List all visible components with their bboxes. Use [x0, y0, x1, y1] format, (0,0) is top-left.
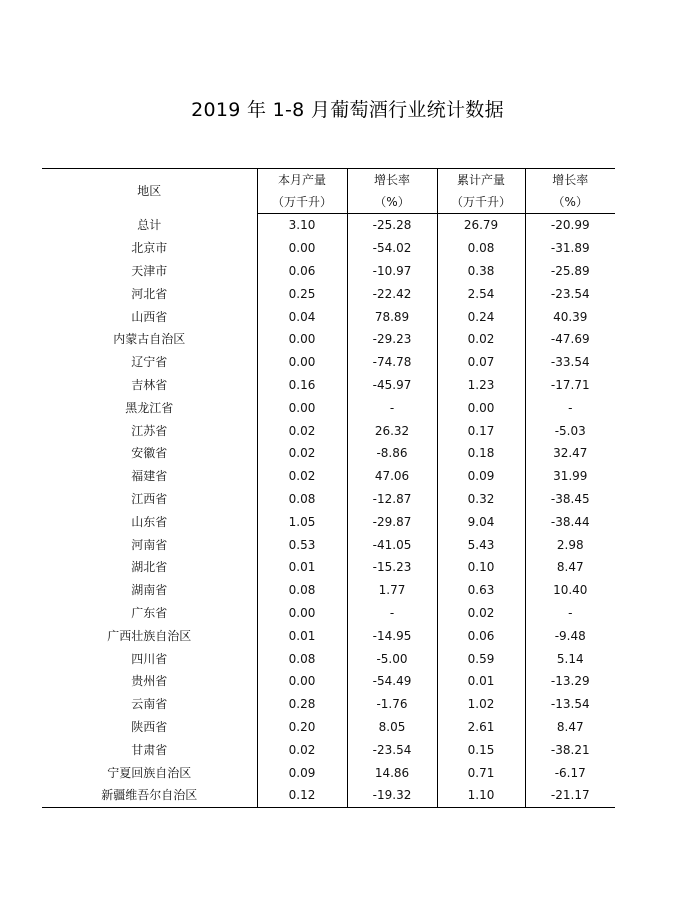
cell-cumulative-growth: -5.03 [525, 419, 615, 442]
cell-month-output: 0.00 [257, 396, 347, 419]
table-row [42, 761, 615, 784]
cell-month-output: 0.09 [257, 761, 347, 784]
cell-cumulative-output: 2.61 [437, 716, 525, 739]
cell-cumulative-growth: -6.17 [525, 761, 615, 784]
cell-month-growth: -29.23 [347, 328, 437, 351]
table-row [42, 624, 615, 647]
cell-month-output: 0.00 [257, 602, 347, 625]
cell-month-output: 0.28 [257, 693, 347, 716]
table-header [42, 169, 615, 214]
cell-month-output: 0.00 [257, 351, 347, 374]
cell-region: 总计 [137, 218, 162, 233]
cell-cumulative-growth: -31.89 [525, 237, 615, 260]
table-row [42, 442, 615, 465]
table-row [42, 214, 615, 237]
table-row [42, 670, 615, 693]
cell-region: 甘肃省 [131, 742, 168, 757]
table-row [42, 738, 615, 761]
cell-cumulative-growth: -20.99 [525, 214, 615, 237]
cell-cumulative-growth: -13.29 [525, 670, 615, 693]
cell-region: 北京市 [131, 241, 168, 256]
table-row [42, 556, 615, 579]
table-row [42, 419, 615, 442]
cell-cumulative-output: 0.01 [437, 670, 525, 693]
cell-cumulative-output: 0.59 [437, 647, 525, 670]
cell-region: 河北省 [131, 286, 168, 301]
cell-month-growth: -74.78 [347, 351, 437, 374]
cell-month-growth: - [347, 602, 437, 625]
cell-region: 黑龙江省 [125, 400, 174, 415]
cell-month-output: 0.00 [257, 237, 347, 260]
cell-cumulative-output: 0.24 [437, 305, 525, 328]
header-cum-growth-unit: （%） [525, 191, 615, 214]
cell-month-growth: -1.76 [347, 693, 437, 716]
cell-cumulative-growth: -47.69 [525, 328, 615, 351]
cell-cumulative-growth: 31.99 [525, 465, 615, 488]
cell-cumulative-output: 0.00 [437, 396, 525, 419]
cell-cumulative-output: 0.02 [437, 602, 525, 625]
cell-cumulative-output: 0.18 [437, 442, 525, 465]
cell-region: 江西省 [131, 491, 168, 506]
table-row [42, 328, 615, 351]
cell-region: 湖北省 [131, 560, 168, 575]
cell-cumulative-output: 0.63 [437, 579, 525, 602]
cell-cumulative-output: 0.71 [437, 761, 525, 784]
table-row [42, 351, 615, 374]
cell-region: 陕西省 [131, 719, 168, 734]
cell-cumulative-growth: 5.14 [525, 647, 615, 670]
cell-region: 贵州省 [131, 674, 168, 689]
cell-month-growth: -23.54 [347, 738, 437, 761]
cell-month-growth: -22.42 [347, 282, 437, 305]
cell-month-growth: 26.32 [347, 419, 437, 442]
cell-month-output: 0.00 [257, 670, 347, 693]
header-month-output: 本月产量 [257, 169, 347, 192]
wine-statistics-table [42, 168, 615, 808]
cell-region: 山西省 [131, 309, 168, 324]
cell-cumulative-growth: 8.47 [525, 716, 615, 739]
cell-month-growth: 1.77 [347, 579, 437, 602]
cell-month-output: 0.01 [257, 556, 347, 579]
cell-month-output: 0.04 [257, 305, 347, 328]
cell-month-output: 0.02 [257, 738, 347, 761]
page-title: 2019 年 1-8 月葡萄酒行业统计数据 [191, 99, 504, 121]
cell-region: 湖南省 [131, 583, 168, 598]
table-row [42, 465, 615, 488]
table-row [42, 396, 615, 419]
cell-cumulative-growth: 8.47 [525, 556, 615, 579]
cell-month-output: 0.01 [257, 624, 347, 647]
cell-month-growth: -8.86 [347, 442, 437, 465]
cell-month-output: 0.08 [257, 488, 347, 511]
cell-month-growth: 8.05 [347, 716, 437, 739]
header-cum-growth: 增长率 [525, 169, 615, 192]
cell-month-output: 0.25 [257, 282, 347, 305]
cell-cumulative-growth: 2.98 [525, 533, 615, 556]
cell-cumulative-output: 5.43 [437, 533, 525, 556]
table-row [42, 237, 615, 260]
cell-month-output: 0.06 [257, 260, 347, 283]
cell-month-output: 1.05 [257, 510, 347, 533]
cell-month-growth: -15.23 [347, 556, 437, 579]
table-row [42, 510, 615, 533]
cell-month-output: 0.02 [257, 442, 347, 465]
cell-cumulative-output: 1.23 [437, 374, 525, 397]
table-row [42, 647, 615, 670]
cell-cumulative-growth: - [525, 396, 615, 419]
cell-month-growth: - [347, 396, 437, 419]
cell-cumulative-output: 26.79 [437, 214, 525, 237]
cell-cumulative-output: 1.02 [437, 693, 525, 716]
cell-month-growth: 78.89 [347, 305, 437, 328]
cell-region: 广东省 [131, 605, 168, 620]
cell-cumulative-growth: 40.39 [525, 305, 615, 328]
cell-region: 山东省 [131, 514, 168, 529]
cell-month-output: 0.20 [257, 716, 347, 739]
cell-month-output: 0.02 [257, 465, 347, 488]
cell-month-growth: -14.95 [347, 624, 437, 647]
table-body [42, 214, 615, 808]
table-row [42, 305, 615, 328]
table-row [42, 282, 615, 305]
cell-month-output: 0.08 [257, 647, 347, 670]
cell-cumulative-growth: 10.40 [525, 579, 615, 602]
cell-cumulative-growth: -13.54 [525, 693, 615, 716]
cell-region: 四川省 [131, 651, 168, 666]
cell-month-growth: -29.87 [347, 510, 437, 533]
table-row [42, 602, 615, 625]
cell-region: 广西壮族自治区 [107, 628, 192, 643]
header-cum-output: 累计产量 [437, 169, 525, 192]
cell-cumulative-output: 0.32 [437, 488, 525, 511]
cell-month-growth: -12.87 [347, 488, 437, 511]
header-cum-output-unit: （万千升） [437, 191, 525, 214]
cell-cumulative-growth: -17.71 [525, 374, 615, 397]
cell-month-output: 0.02 [257, 419, 347, 442]
cell-cumulative-growth: -9.48 [525, 624, 615, 647]
cell-cumulative-output: 9.04 [437, 510, 525, 533]
cell-cumulative-output: 2.54 [437, 282, 525, 305]
table-row [42, 579, 615, 602]
cell-month-growth: 47.06 [347, 465, 437, 488]
cell-month-output: 0.12 [257, 784, 347, 807]
cell-cumulative-output: 0.17 [437, 419, 525, 442]
cell-region: 宁夏回族自治区 [107, 765, 192, 780]
cell-cumulative-growth: -21.17 [525, 784, 615, 807]
cell-cumulative-output: 0.08 [437, 237, 525, 260]
cell-month-output: 0.16 [257, 374, 347, 397]
cell-region: 福建省 [131, 469, 168, 484]
cell-month-growth: -45.97 [347, 374, 437, 397]
cell-region: 河南省 [131, 537, 168, 552]
cell-cumulative-output: 0.10 [437, 556, 525, 579]
table-row [42, 693, 615, 716]
cell-cumulative-output: 0.06 [437, 624, 525, 647]
cell-cumulative-growth: - [525, 602, 615, 625]
cell-cumulative-growth: -38.44 [525, 510, 615, 533]
cell-month-growth: -41.05 [347, 533, 437, 556]
cell-cumulative-output: 0.38 [437, 260, 525, 283]
cell-month-output: 3.10 [257, 214, 347, 237]
header-month-growth-unit: （%） [347, 191, 437, 214]
cell-month-growth: 14.86 [347, 761, 437, 784]
cell-region: 安徽省 [131, 446, 168, 461]
cell-region: 江苏省 [131, 423, 168, 438]
cell-region: 天津市 [131, 263, 168, 278]
table-row [42, 374, 615, 397]
cell-month-growth: -25.28 [347, 214, 437, 237]
header-month-output-unit: （万千升） [257, 191, 347, 214]
cell-region: 新疆维吾尔自治区 [42, 784, 257, 807]
cell-cumulative-growth: -38.45 [525, 488, 615, 511]
cell-month-output: 0.00 [257, 328, 347, 351]
header-month-growth: 增长率 [347, 169, 437, 192]
cell-cumulative-output: 0.09 [437, 465, 525, 488]
cell-cumulative-growth: -23.54 [525, 282, 615, 305]
cell-month-output: 0.08 [257, 579, 347, 602]
cell-month-growth: -5.00 [347, 647, 437, 670]
cell-region: 云南省 [131, 697, 168, 712]
cell-cumulative-output: 1.10 [437, 784, 525, 807]
table-row [42, 784, 615, 807]
table-row [42, 533, 615, 556]
cell-cumulative-output: 0.07 [437, 351, 525, 374]
cell-cumulative-growth: -38.21 [525, 738, 615, 761]
cell-cumulative-output: 0.02 [437, 328, 525, 351]
table-row [42, 488, 615, 511]
cell-region: 辽宁省 [131, 355, 168, 370]
header-region: 地区 [42, 169, 257, 214]
cell-month-growth: -10.97 [347, 260, 437, 283]
cell-cumulative-growth: -33.54 [525, 351, 615, 374]
cell-region: 内蒙古自治区 [113, 332, 186, 347]
cell-cumulative-growth: 32.47 [525, 442, 615, 465]
cell-month-output: 0.53 [257, 533, 347, 556]
cell-region: 吉林省 [131, 377, 168, 392]
cell-month-growth: -19.32 [347, 784, 437, 807]
table-row [42, 716, 615, 739]
table-row [42, 260, 615, 283]
cell-cumulative-output: 0.15 [437, 738, 525, 761]
cell-cumulative-growth: -25.89 [525, 260, 615, 283]
cell-month-growth: -54.49 [347, 670, 437, 693]
cell-month-growth: -54.02 [347, 237, 437, 260]
